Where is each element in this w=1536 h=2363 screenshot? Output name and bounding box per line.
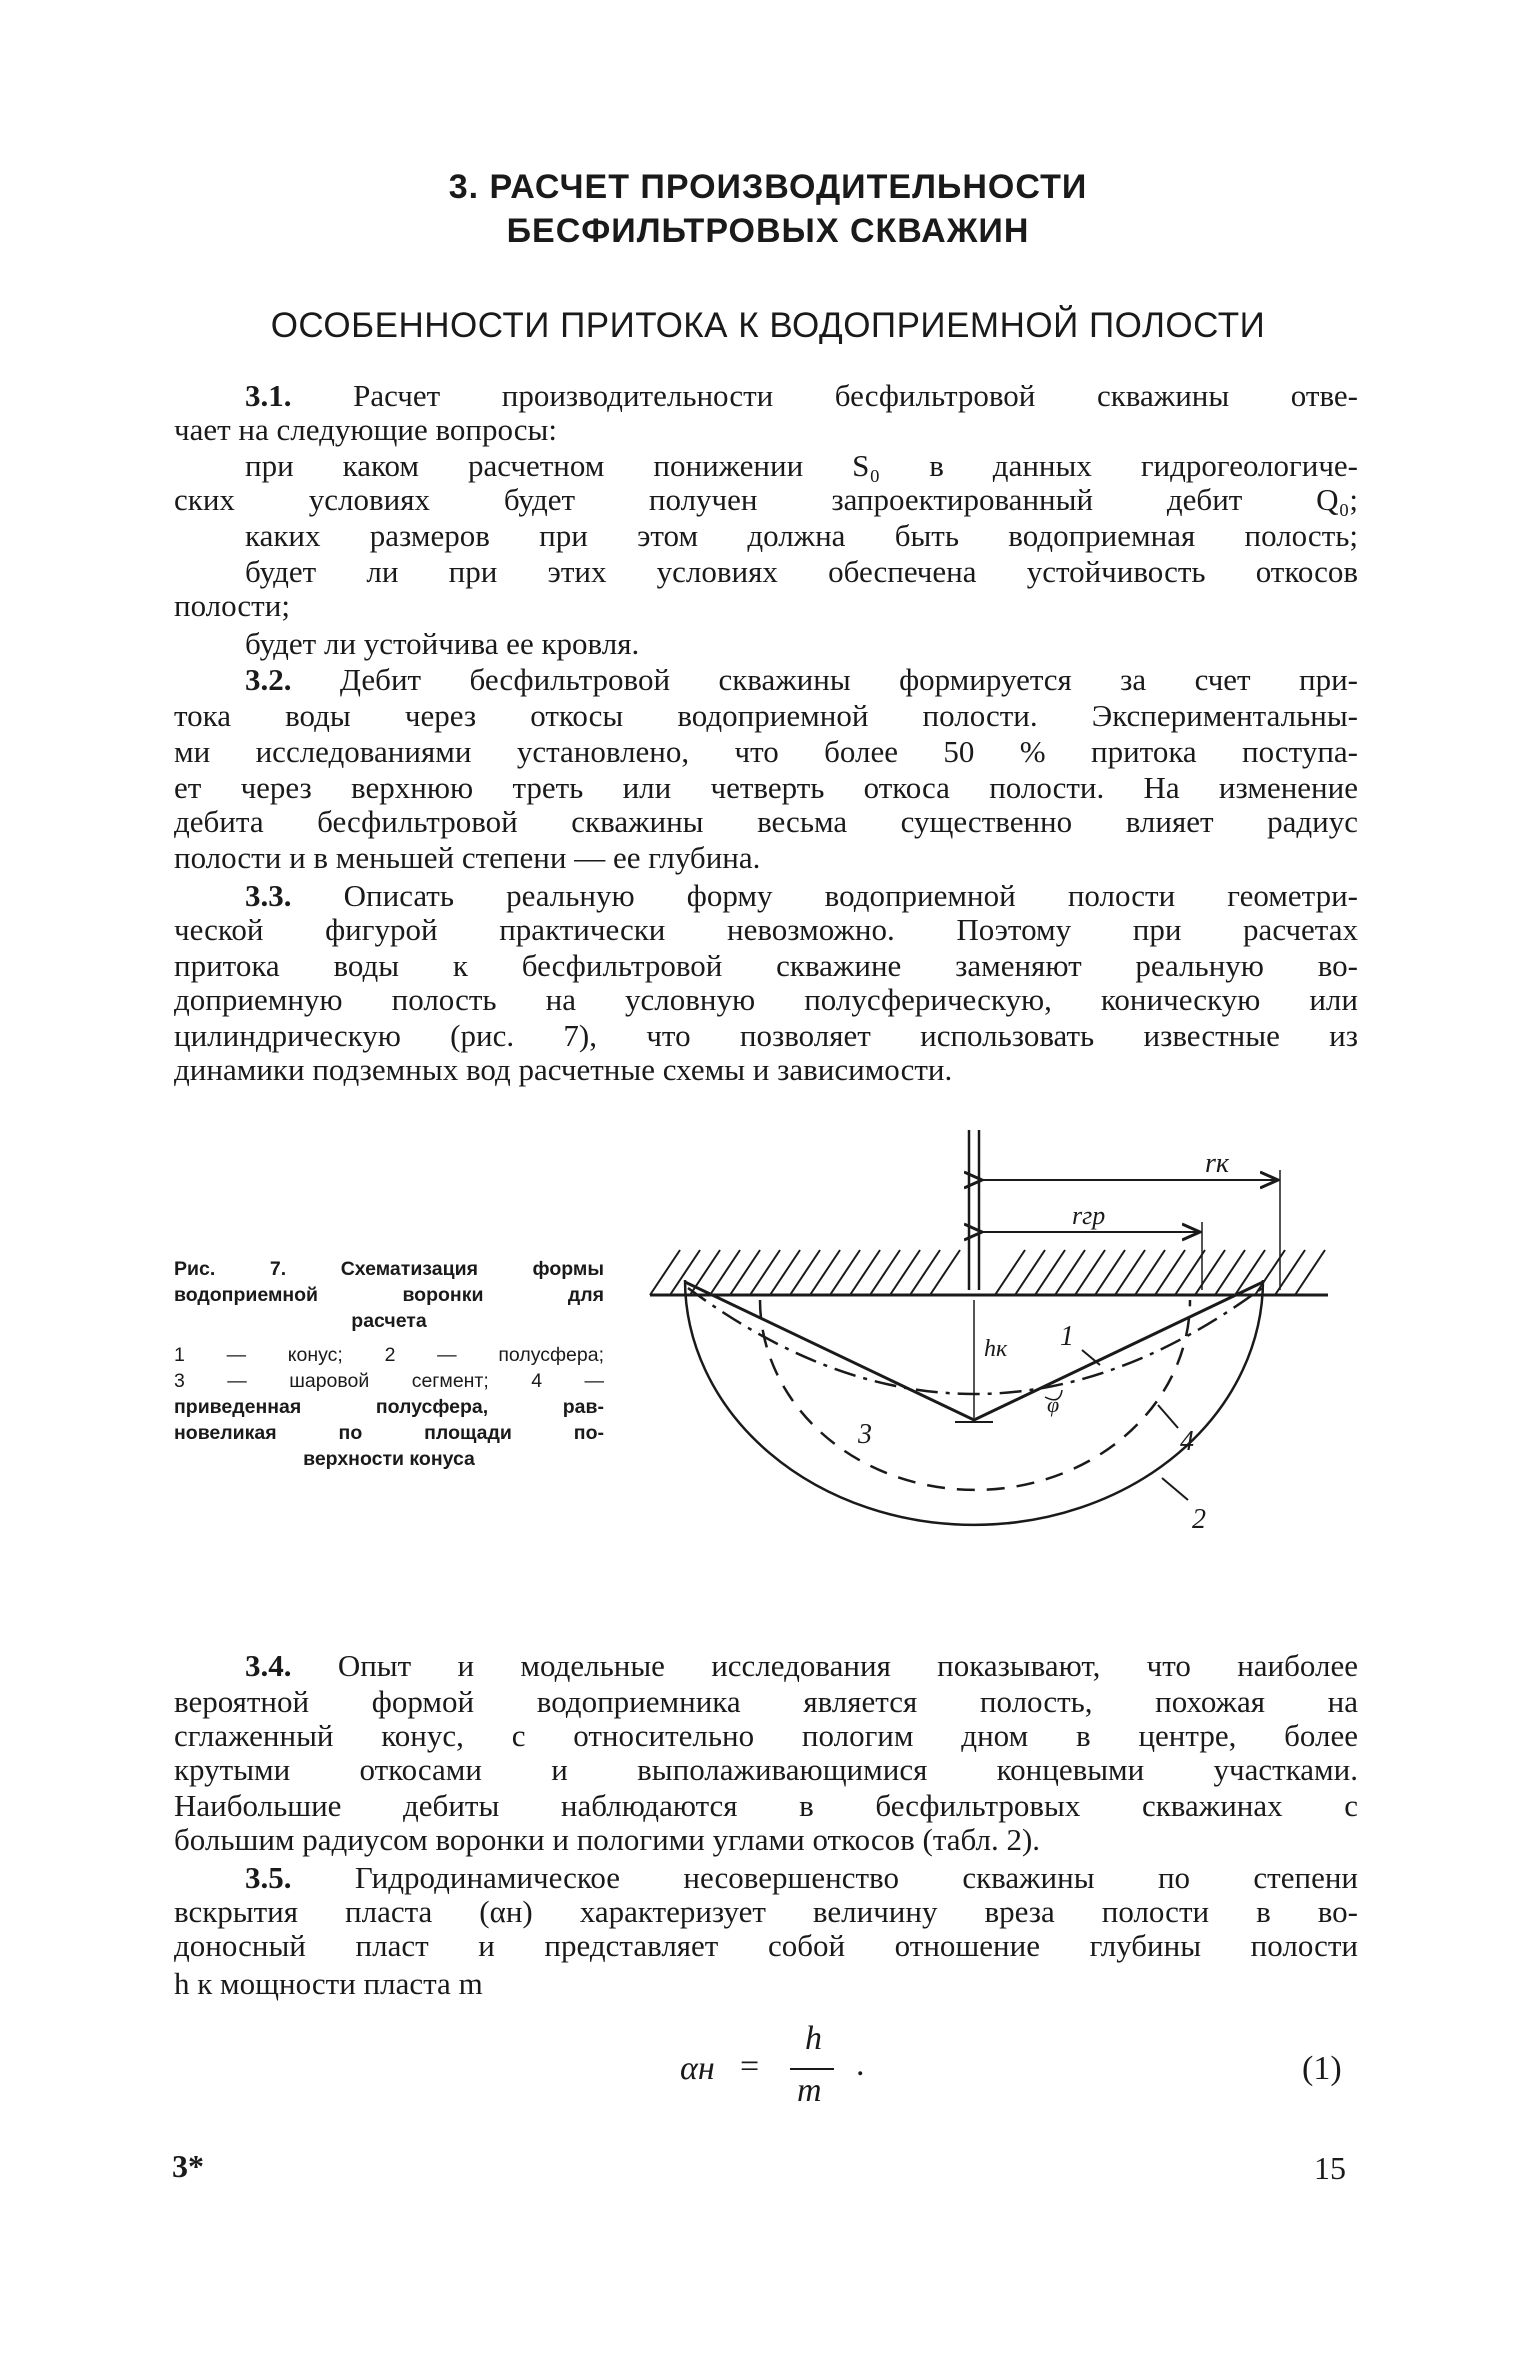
paragraph-line: притока воды к бесфильтровой скважине заменяют реальную во- <box>174 948 1358 983</box>
paragraph-line: 3.4. Опыт и модельные исследования показывают, что наиболее <box>245 1648 1358 1683</box>
paragraph-line: при каком расчетном понижении S₀ в данных гидрогеологиче- <box>245 448 1358 483</box>
leader-line-2 <box>1162 1478 1188 1500</box>
paragraph-line: вскрытия пласта (αн) характеризует величину вреза полости в во- <box>174 1894 1358 1929</box>
paragraph-line: цилиндрическую (рис. 7), что позволяет использовать известные из <box>174 1018 1358 1053</box>
formula-equals: = <box>740 2048 760 2085</box>
label-number-3: 3 <box>858 1419 872 1450</box>
figure-legend-line: 3 — шаровой сегмент; 4 — <box>174 1370 604 1392</box>
paragraph-line: ческой фигурой практически невозможно. Поэтому при расчетах <box>174 912 1358 947</box>
chapter-title-line-1: 3. РАСЧЕТ ПРОИЗВОДИТЕЛЬНОСТИ <box>448 168 1088 206</box>
paragraph-line: 3.1. Расчет производительности бесфильтровой скважины отве- <box>245 378 1358 413</box>
paragraph-line: дебита бесфильтровой скважины весьма существенно влияет радиус <box>174 804 1358 839</box>
spherical-segment-curve-3 <box>688 1288 1262 1394</box>
figure-caption-line: Рис. 7. Схематизация формы <box>174 1258 604 1280</box>
paragraph-line: ми исследованиями установлено, что более 50 % притока поступа- <box>174 734 1358 769</box>
formula-fraction-bar <box>790 2068 834 2070</box>
paragraph-line: будет ли устойчива ее кровля. <box>245 626 640 661</box>
paragraph-line: 3.5. Гидродинамическое несовершенство скважины по степени <box>245 1860 1358 1895</box>
formula-lhs: αн <box>680 2050 715 2087</box>
paragraph-line: ских условиях будет получен запроектированный дебит Q₀; <box>174 482 1358 517</box>
figure-legend-line: верхности конуса <box>303 1448 475 1470</box>
paragraph-line: крутыми откосами и выполаживающимися концевыми участками. <box>174 1752 1358 1787</box>
ground-hatching <box>650 1250 1325 1295</box>
paragraph-line: полости и в меньшей степени — ее глубина. <box>174 840 761 875</box>
figure-legend-line: приведенная полусфера, рав- <box>174 1396 604 1418</box>
paragraph-line: 3.2. Дебит бесфильтровой скважины формируется за счет при- <box>245 662 1358 697</box>
paragraph-line: сглаженный конус, с относительно пологим дном в центре, более <box>174 1718 1358 1753</box>
label-phi: φ <box>1047 1392 1060 1417</box>
label-number-1: 1 <box>1060 1321 1074 1352</box>
paragraph-line: чает на следующие вопросы: <box>174 412 557 447</box>
paragraph-line: доносный пласт и представляет собой отношение глубины полости <box>174 1928 1358 1963</box>
label-number-2: 2 <box>1192 1504 1206 1535</box>
page-number: 15 <box>1314 2150 1346 2186</box>
formula-denominator: m <box>797 2072 822 2109</box>
signature-mark: 3* <box>172 2148 204 2184</box>
label-rgr: rгр <box>1072 1201 1106 1230</box>
figure-caption-line: расчета <box>351 1310 427 1332</box>
label-rk: rк <box>1205 1148 1229 1179</box>
paragraph-line: большим радиусом воронки и пологими углами откосов (табл. 2). <box>174 1822 1041 1857</box>
paragraph-line: полости; <box>174 588 290 623</box>
cavity-shape-diagram <box>630 1120 1350 1550</box>
paragraph-line: 3.3. Описать реальную форму водоприемной полости геометри- <box>245 878 1358 913</box>
formula-number: (1) <box>1302 2050 1342 2087</box>
section-subheading: ОСОБЕННОСТИ ПРИТОКА К ВОДОПРИЕМНОЙ ПОЛОСТИ <box>270 306 1266 345</box>
paragraph-line: Наибольшие дебиты наблюдаются в бесфильтровых скважинах с <box>174 1788 1358 1823</box>
figure-caption-line: водоприемной воронки для <box>174 1284 604 1306</box>
paragraph-line: будет ли при этих условиях обеспечена устойчивость откосов <box>245 554 1358 589</box>
figure-legend-line: новеликая по площади по- <box>174 1422 604 1444</box>
paragraph-line: тока воды через откосы водоприемной полости. Экспериментальны- <box>174 698 1358 733</box>
figure-legend-line: 1 — конус; 2 — полусфера; <box>174 1344 604 1366</box>
paragraph-line: каких размеров при этом должна быть водоприемная полость; <box>245 518 1358 553</box>
chapter-title-line-2: БЕСФИЛЬТРОВЫХ СКВАЖИН <box>506 212 1030 250</box>
paragraph-line: вероятной формой водоприемника является полость, похожая на <box>174 1684 1358 1719</box>
formula-numerator: h <box>805 2020 822 2057</box>
label-number-4: 4 <box>1180 1426 1194 1457</box>
label-hk: hк <box>984 1336 1008 1362</box>
leader-line-4 <box>1158 1405 1178 1428</box>
paragraph-line: доприемную полость на условную полусферическую, коническую или <box>174 982 1358 1017</box>
paragraph-line: h к мощности пласта m <box>174 1966 483 2001</box>
paragraph-line: ет через верхнюю треть или четверть откоса полости. На изменение <box>174 770 1358 805</box>
formula-dot: . <box>856 2046 865 2083</box>
paragraph-line: динамики подземных вод расчетные схемы и зависимости. <box>174 1052 953 1087</box>
